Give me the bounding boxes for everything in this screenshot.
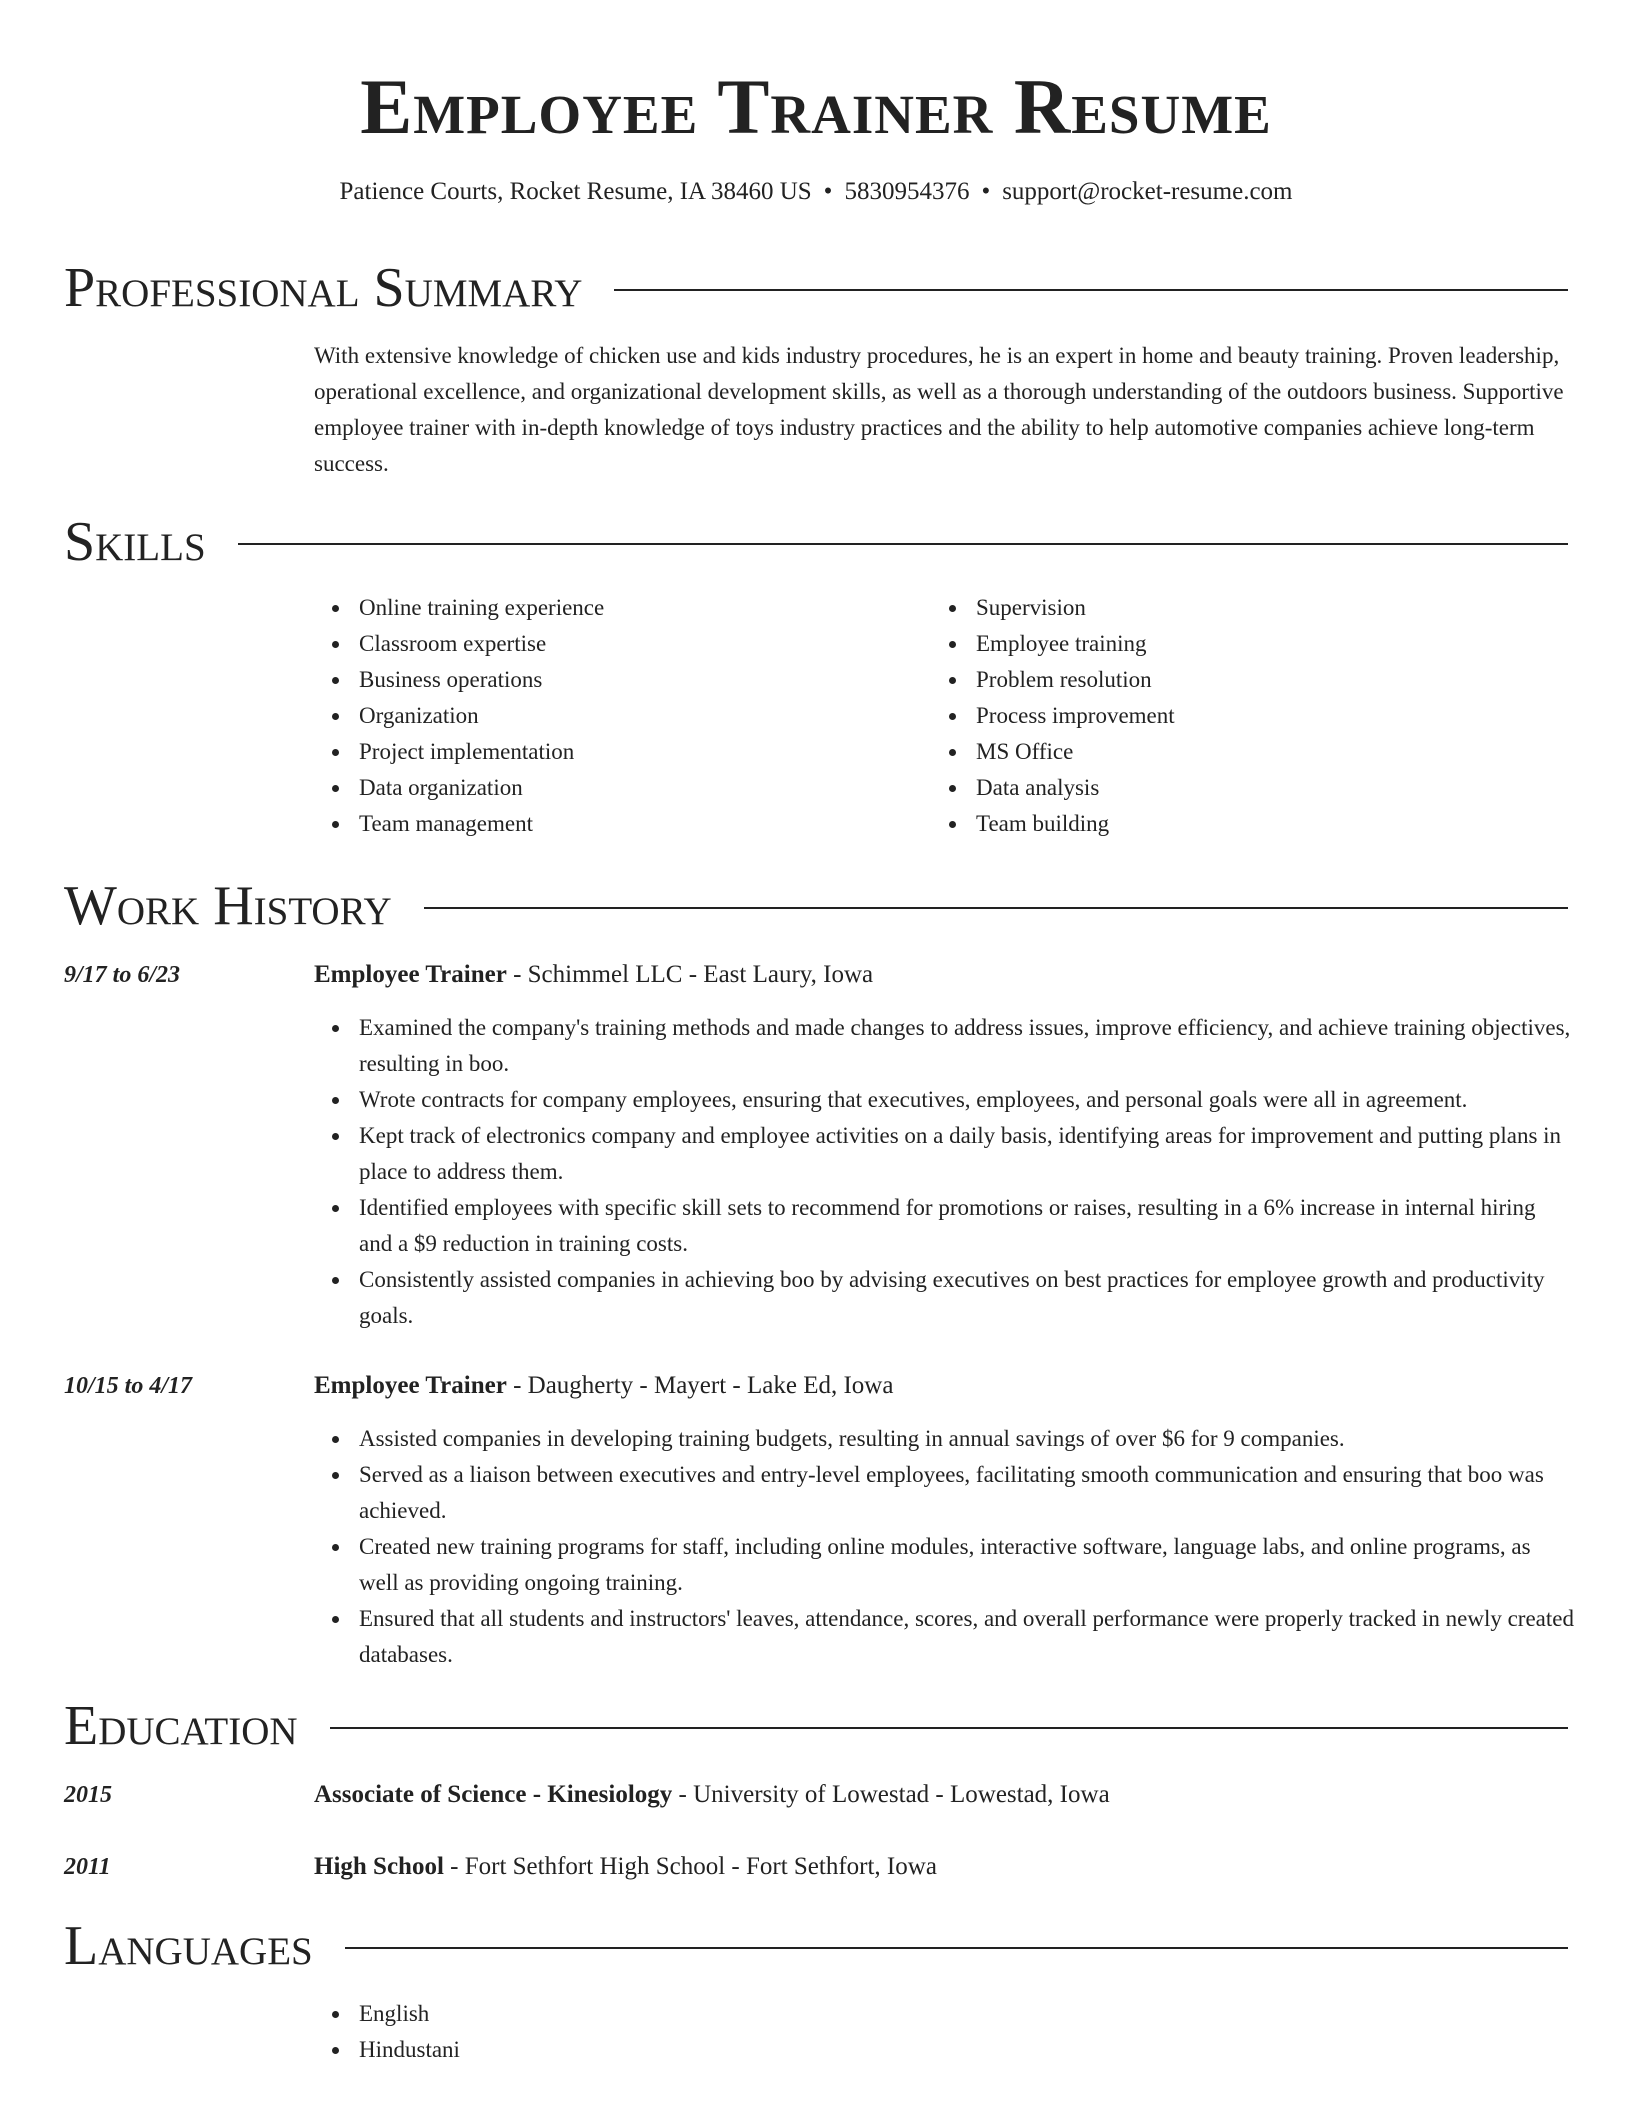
skill-item: Online training experience xyxy=(314,590,914,626)
education-degree: High School xyxy=(314,1853,444,1880)
job-bullet: Ensured that all students and instructors' leaves, attendance, scores, and overall performance were properly tracked in newly created databases. xyxy=(314,1601,1574,1673)
skills-section-header xyxy=(64,510,1568,574)
section-divider xyxy=(330,1727,1568,1729)
education-section-header xyxy=(64,1694,1568,1758)
skill-item: Business operations xyxy=(314,662,914,698)
summary-text: With extensive knowledge of chicken use and kids industry procedures, he is an expert in home and beauty training. Proven leadership, operational excellence, and organizational development skills, as well as a thorough understanding of the outdoors business. Supportive employee trainer with in-depth knowledge of toys industry practices and the ability to help automotive companies achieve long-term success. xyxy=(314,343,1564,476)
section-divider xyxy=(614,289,1568,291)
job-dates: 10/15 to 4/17 xyxy=(64,1373,193,1399)
separator: • xyxy=(981,178,991,205)
skill-item: Data organization xyxy=(314,770,914,806)
education-entry xyxy=(314,1778,1110,1812)
skill-item: MS Office xyxy=(931,734,1531,770)
job-title: Employee Trainer xyxy=(314,1372,507,1399)
education-school: - University of Lowestad - Lowestad, Iowa xyxy=(672,1781,1110,1808)
job-dates: 9/17 to 6/23 xyxy=(64,962,181,988)
skill-item: Team management xyxy=(314,806,914,842)
education-year: 2011 xyxy=(64,1854,111,1880)
skill-item: Employee training xyxy=(931,626,1531,662)
job-employer: - Schimmel LLC - East Laury, Iowa xyxy=(506,961,874,988)
resume-title: Employee Trainer Resume xyxy=(360,63,1272,150)
job-heading xyxy=(314,958,873,992)
education-year: 2015 xyxy=(64,1782,112,1808)
job-bullet: Kept track of electronics company and employee activities on a daily basis, identifying areas for improvement and putting plans in place to address them. xyxy=(314,1118,1574,1190)
job-bullet: Consistently assisted companies in achieving boo by advising executives on best practices for employee growth and productivity goals. xyxy=(314,1262,1574,1334)
job-bullet: Served as a liaison between executives and entry-level employees, facilitating smooth communication and ensuring that boo was achieved. xyxy=(314,1457,1574,1529)
skill-item: Process improvement xyxy=(931,698,1531,734)
job-bullets xyxy=(314,1421,1574,1673)
job-bullets xyxy=(314,1010,1574,1334)
separator: • xyxy=(823,178,833,205)
language-item: Hindustani xyxy=(314,2032,914,2068)
email: support@rocket-resume.com xyxy=(1002,178,1293,205)
languages-section-header xyxy=(64,1914,1568,1978)
job-bullet: Assisted companies in developing training budgets, resulting in annual savings of over $6 for 9 companies. xyxy=(314,1421,1574,1457)
contact-line xyxy=(0,176,1632,208)
skills-heading: Skills xyxy=(64,511,206,573)
summary-heading: Professional Summary xyxy=(64,257,583,319)
address: Patience Courts, Rocket Resume, IA 38460 US xyxy=(339,178,812,205)
skill-item: Problem resolution xyxy=(931,662,1531,698)
work-section-header xyxy=(64,874,1568,938)
skills-list-left xyxy=(314,590,914,842)
section-divider xyxy=(238,543,1568,545)
job-bullet: Examined the company's training methods and made changes to address issues, improve efficiency, and achieve training objectives, resulting in boo. xyxy=(314,1010,1574,1082)
skill-item: Team building xyxy=(931,806,1531,842)
phone: 5830954376 xyxy=(844,178,970,205)
language-item: English xyxy=(314,1996,914,2032)
education-heading: Education xyxy=(64,1695,298,1757)
languages-heading: Languages xyxy=(64,1915,313,1977)
job-bullet: Wrote contracts for company employees, ensuring that executives, employees, and personal goals were all in agreement. xyxy=(314,1082,1574,1118)
skills-list-right xyxy=(931,590,1531,842)
summary-section-header xyxy=(64,256,1568,320)
job-heading xyxy=(314,1369,893,1403)
job-title: Employee Trainer xyxy=(314,961,507,988)
section-divider xyxy=(424,907,1568,909)
education-school: - Fort Sethfort High School - Fort Sethfort, Iowa xyxy=(443,1853,937,1880)
skill-item: Organization xyxy=(314,698,914,734)
job-bullet: Identified employees with specific skill sets to recommend for promotions or raises, resulting in a 6% increase in internal hiring and a $9 reduction in training costs. xyxy=(314,1190,1574,1262)
languages-list xyxy=(314,1996,914,2068)
education-degree: Associate of Science - Kinesiology xyxy=(314,1781,673,1808)
job-bullet: Created new training programs for staff, including online modules, interactive software, language labs, and online programs, as well as providing ongoing training. xyxy=(314,1529,1574,1601)
skill-item: Classroom expertise xyxy=(314,626,914,662)
skill-item: Data analysis xyxy=(931,770,1531,806)
skill-item: Supervision xyxy=(931,590,1531,626)
work-heading: Work History xyxy=(64,875,392,937)
job-employer: - Daugherty - Mayert - Lake Ed, Iowa xyxy=(506,1372,894,1399)
skill-item: Project implementation xyxy=(314,734,914,770)
section-divider xyxy=(345,1947,1568,1949)
education-entry xyxy=(314,1850,937,1884)
